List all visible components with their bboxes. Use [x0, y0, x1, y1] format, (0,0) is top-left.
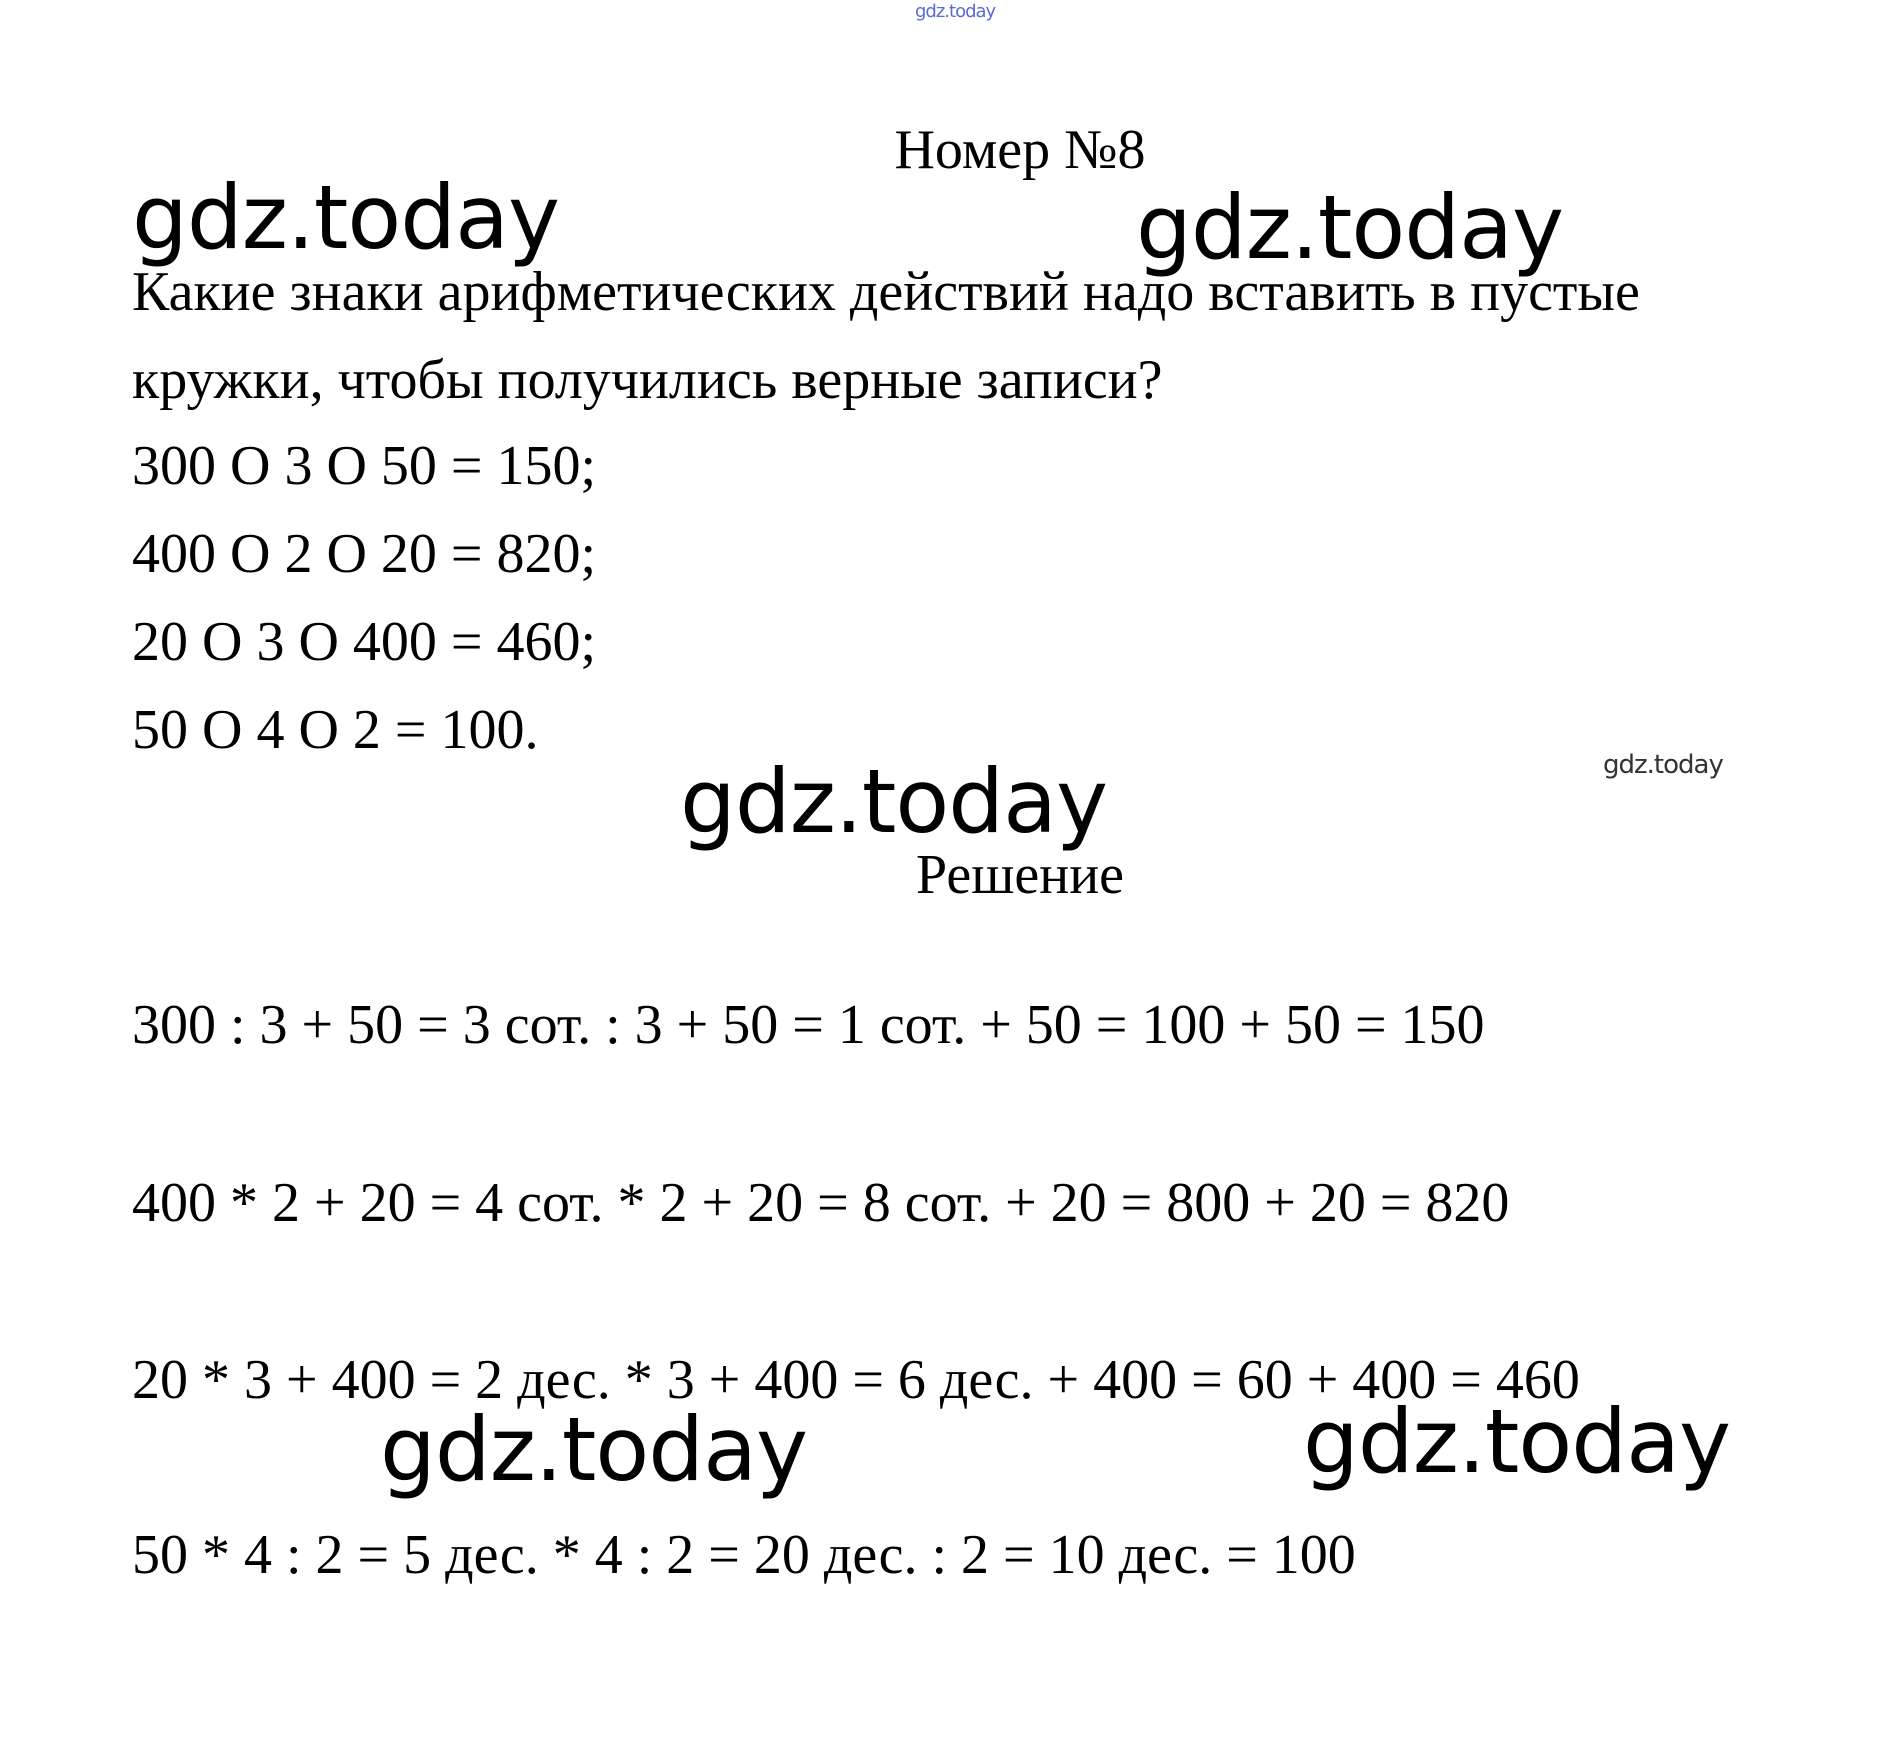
- watermark-3: gdz.today: [1603, 750, 1723, 780]
- solution-line-3: 20 * 3 + 400 = 2 дес. * 3 + 400 = 6 дес. + 400 = 60 + 400 = 460: [132, 1349, 1580, 1411]
- page-title: Номер №8: [894, 119, 1146, 181]
- solution-line-2: 400 * 2 + 20 = 4 сот. * 2 + 20 = 8 сот. + 20 = 800 + 20 = 820: [132, 1172, 1510, 1234]
- solution-title: Решение: [915, 844, 1125, 906]
- task-list: [132, 422, 596, 774]
- question-line-1: Какие знаки арифметических действий надо вставить в пустые: [132, 261, 1640, 323]
- solution-line-4: 50 * 4 : 2 = 5 дес. * 4 : 2 = 20 дес. : 2 = 10 дес. = 100: [132, 1524, 1356, 1586]
- question-line-2: кружки, чтобы получились верные записи?: [132, 349, 1163, 411]
- watermark-1: gdz.today: [132, 166, 560, 269]
- task-item-3: 20 O 3 O 400 = 460;: [132, 611, 597, 673]
- watermark-5: gdz.today: [380, 1398, 808, 1501]
- watermark-6: gdz.today: [1303, 1390, 1731, 1493]
- task-item-2: 400 O 2 O 20 = 820;: [132, 523, 597, 585]
- watermark-4: gdz.today: [680, 750, 1108, 853]
- solution-line-1: 300 : 3 + 50 = 3 сот. : 3 + 50 = 1 сот. + 50 = 100 + 50 = 150: [132, 994, 1485, 1056]
- question-text: [132, 248, 1640, 424]
- header-watermark: gdz.today: [915, 1, 996, 22]
- task-item-4: 50 O 4 O 2 = 100.: [132, 699, 539, 761]
- task-item-1: 300 O 3 O 50 = 150;: [132, 435, 597, 497]
- watermark-2: gdz.today: [1136, 176, 1564, 279]
